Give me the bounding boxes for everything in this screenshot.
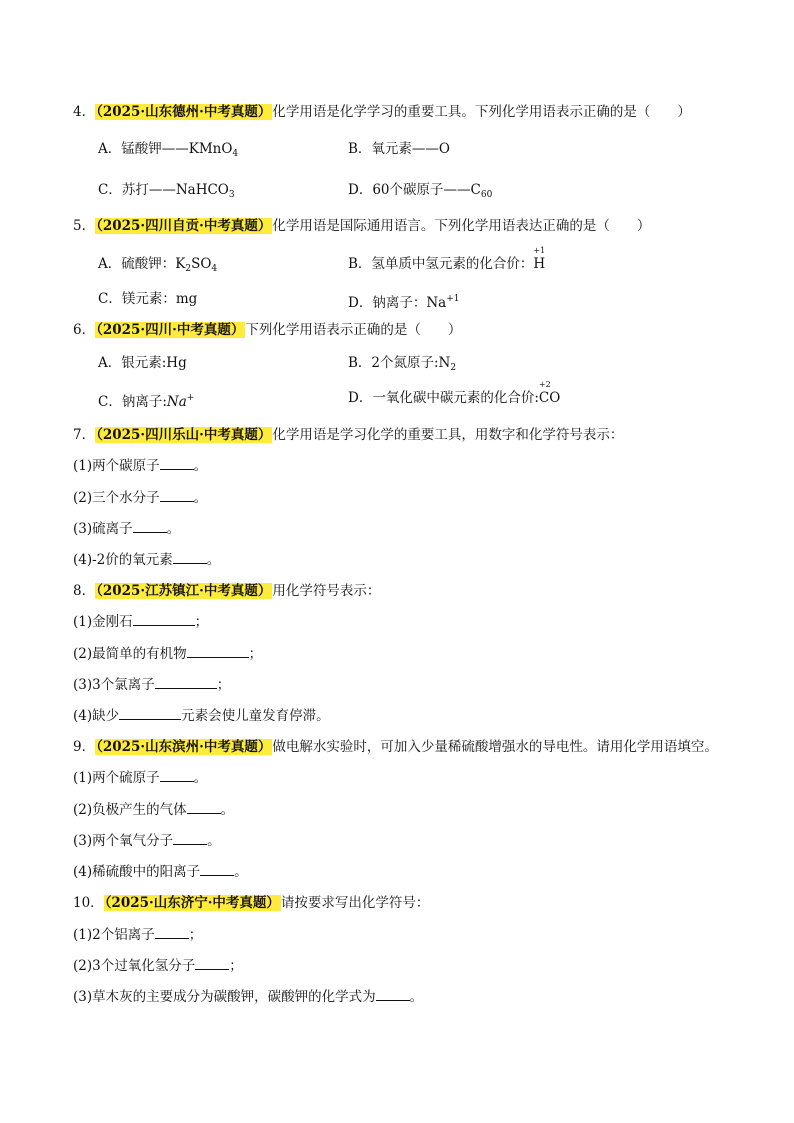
answer-blank[interactable]	[200, 862, 234, 876]
source-tag: （2025·山东德州·中考真题）	[96, 104, 272, 120]
question-number: 10．	[73, 895, 104, 911]
answer-blank[interactable]	[187, 644, 249, 658]
option-d	[348, 289, 459, 313]
valence-mark	[538, 380, 551, 408]
sub-question	[73, 550, 220, 570]
ion-symbol: Na	[166, 394, 187, 410]
subscript: 3	[228, 190, 235, 200]
element-symbol: O	[549, 390, 561, 406]
sub-text: (1)2个铝离子	[73, 927, 155, 943]
answer-blank[interactable]	[133, 519, 167, 533]
question-stem: 化学用语是学习化学的重要工具，用数字和化学符号表示：	[272, 427, 624, 443]
sub-text: (2)负极产生的气体	[73, 802, 187, 818]
punctuation: 。	[409, 989, 424, 1005]
sub-question	[73, 519, 180, 539]
answer-blank[interactable]	[160, 488, 194, 502]
sub-question	[73, 956, 243, 976]
punctuation: ；	[216, 677, 231, 693]
sub-question	[73, 488, 207, 508]
question-7	[73, 425, 623, 445]
punctuation: ；	[248, 646, 263, 662]
punctuation: 。	[234, 864, 248, 880]
punctuation: 。	[166, 521, 181, 537]
formula: KMnO	[188, 141, 233, 157]
option-text: C．钠离子:	[98, 394, 167, 410]
subscript: 2	[450, 363, 457, 373]
subscript: 4	[232, 149, 239, 159]
source-tag: （2025·山东滨州·中考真题）	[96, 739, 272, 755]
punctuation: ；	[229, 958, 243, 974]
source-tag: （2025·山东济宁·中考真题）	[104, 895, 280, 911]
valence-mark	[533, 246, 546, 274]
sub-text: (3)硫离子	[73, 521, 133, 537]
sub-text: (4)稀硫酸中的阳离子	[73, 864, 201, 880]
option-text: D．60个碳原子——C	[348, 182, 481, 198]
question-stem: 下列化学用语表示正确的是（ ）	[245, 322, 462, 338]
formula: SO	[191, 256, 212, 272]
answer-blank[interactable]	[160, 456, 194, 470]
answer-blank[interactable]	[160, 768, 194, 782]
option-a	[98, 139, 238, 164]
answer-blank[interactable]	[173, 550, 207, 564]
punctuation: 。	[206, 552, 221, 568]
subscript: 4	[211, 264, 218, 274]
sub-text: (1)金刚石	[73, 614, 133, 630]
option-text: D．钠离子：Na	[348, 295, 447, 311]
answer-blank[interactable]	[119, 706, 181, 720]
sub-text: (3)两个氧气分子	[73, 833, 174, 849]
option-text: A．硫酸钾：K	[98, 256, 186, 272]
option-c: C．镁元素：mg	[98, 291, 198, 307]
sub-question	[73, 987, 423, 1007]
sub-text: 元素会使儿童发育停滞。	[181, 708, 330, 724]
question-10	[73, 893, 429, 913]
sub-question	[73, 456, 207, 476]
option-text: B．氢单质中氢元素的化合价：	[348, 256, 534, 272]
question-number: 9．	[73, 739, 96, 755]
valence-number: +1	[533, 246, 546, 255]
subscript: 2	[185, 264, 192, 274]
answer-blank[interactable]	[155, 925, 189, 939]
sub-question	[73, 612, 208, 632]
question-number: 4．	[73, 104, 96, 120]
option-c	[98, 388, 194, 412]
superscript: +1	[446, 294, 460, 304]
sub-question	[73, 925, 202, 945]
punctuation: 。	[207, 833, 221, 849]
sub-question	[73, 800, 234, 820]
question-9	[73, 737, 718, 757]
punctuation: 。	[193, 490, 208, 506]
punctuation: ；	[194, 614, 209, 630]
sub-text: (2)3个过氧化氢分子	[73, 958, 196, 974]
question-4	[73, 102, 691, 122]
option-text: C．苏打——NaHCO	[98, 182, 229, 198]
superscript: +	[186, 393, 195, 403]
element-symbol: H	[533, 256, 546, 272]
sub-text: (1)两个碳原子	[73, 458, 160, 474]
sub-question	[73, 675, 230, 695]
question-number: 8．	[73, 583, 96, 599]
option-b	[348, 246, 546, 274]
sub-question	[73, 862, 248, 882]
question-number: 6．	[73, 322, 96, 338]
option-text: A．锰酸钾——	[98, 141, 189, 157]
answer-blank[interactable]	[195, 956, 229, 970]
answer-blank[interactable]	[155, 675, 217, 689]
valence-number: +2	[538, 380, 551, 389]
sub-question	[73, 706, 330, 726]
sub-question	[73, 831, 221, 851]
punctuation: ；	[188, 927, 203, 943]
sub-text: (2)三个水分子	[73, 490, 160, 506]
question-stem: 化学用语是国际通用语言。下列化学用语表达正确的是（ ）	[272, 218, 651, 234]
sub-text: (3)草木灰的主要成分为碳酸钾，碳酸钾的化学式为	[73, 989, 376, 1005]
option-b: B．氧元素——O	[348, 141, 450, 157]
punctuation: 。	[220, 802, 235, 818]
source-tag: （2025·四川乐山·中考真题）	[96, 427, 272, 443]
question-5	[73, 216, 650, 236]
option-d	[348, 180, 492, 205]
answer-blank[interactable]	[187, 800, 221, 814]
punctuation: 。	[193, 458, 208, 474]
answer-blank[interactable]	[376, 987, 410, 1001]
question-6	[73, 320, 461, 340]
source-tag: （2025·四川·中考真题）	[96, 322, 245, 338]
answer-blank[interactable]	[133, 612, 195, 626]
source-tag: （2025·江苏镇江·中考真题）	[96, 583, 272, 599]
sub-text: (1)两个硫原子	[73, 770, 160, 786]
subscript: 60	[480, 190, 493, 200]
sub-text: (3)3个氯离子	[73, 677, 155, 693]
punctuation: 。	[193, 770, 208, 786]
question-stem: 用化学符号表示：	[272, 583, 381, 599]
sub-text: (2)最简单的有机物	[73, 646, 187, 662]
source-tag: （2025·四川自贡·中考真题）	[96, 218, 272, 234]
option-b	[348, 353, 456, 378]
option-d	[348, 380, 561, 408]
option-c	[98, 180, 235, 205]
question-stem: 化学用语是化学学习的重要工具。下列化学用语表示正确的是（ ）	[272, 104, 691, 120]
question-number: 5．	[73, 218, 96, 234]
question-stem: 做电解水实验时，可加入少量稀硫酸增强水的导电性。请用化学用语填空。	[272, 739, 718, 755]
option-text: D．一氧化碳中碳元素的化合价:	[348, 390, 539, 406]
sub-text: (4)-2价的氧元素	[73, 552, 173, 568]
question-stem: 请按要求写出化学符号：	[280, 895, 430, 911]
question-number: 7．	[73, 427, 96, 443]
question-8	[73, 581, 380, 601]
option-text: B．2个氮原子:N	[348, 355, 451, 371]
sub-text: (4)缺少	[73, 708, 120, 724]
sub-question	[73, 644, 262, 664]
option-a: A．银元素:Hg	[98, 355, 187, 371]
answer-blank[interactable]	[173, 831, 207, 845]
sub-question	[73, 768, 207, 788]
element-symbol: C	[538, 390, 550, 406]
option-a	[98, 254, 217, 279]
